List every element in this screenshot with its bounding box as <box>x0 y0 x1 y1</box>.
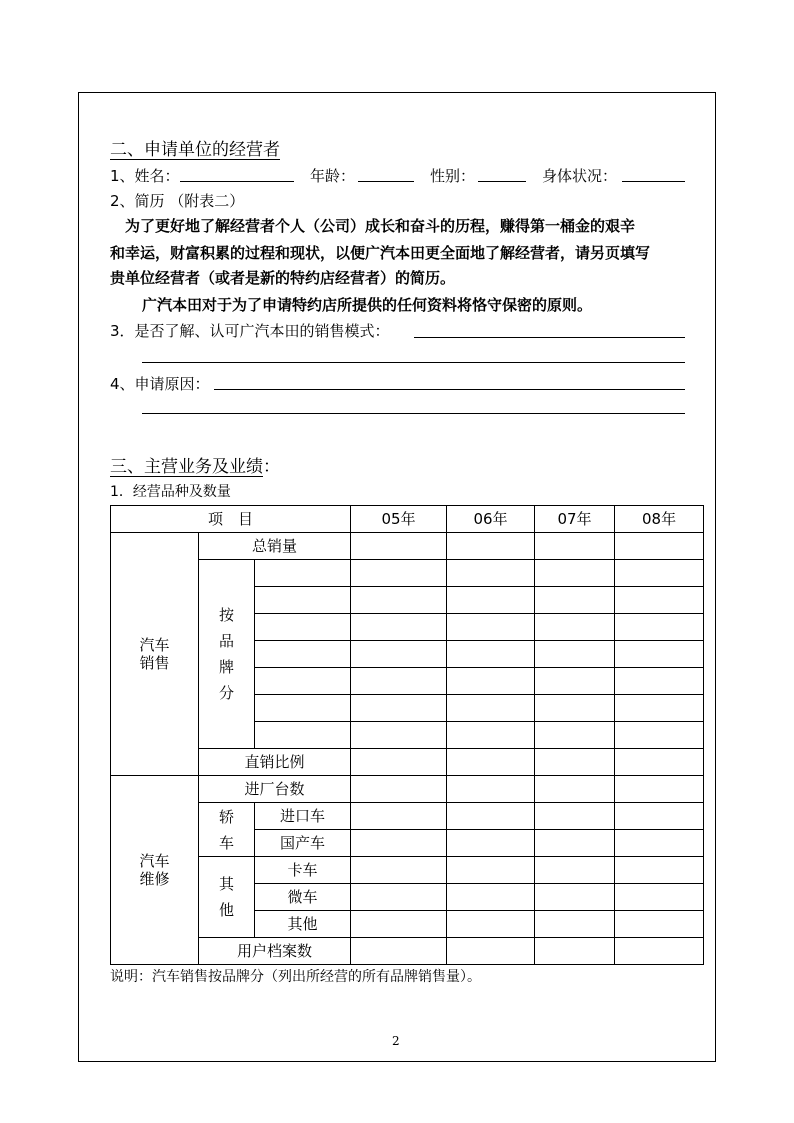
cell[interactable] <box>447 722 535 749</box>
cell[interactable] <box>447 803 535 830</box>
cell[interactable] <box>615 776 704 803</box>
cell[interactable] <box>615 911 704 938</box>
cell[interactable] <box>351 560 447 587</box>
sedan-char-2: 车 <box>218 833 234 852</box>
age-label: 年龄： <box>310 167 356 185</box>
intake-count-label: 进厂台数 <box>199 776 351 803</box>
cell[interactable] <box>535 776 615 803</box>
sales-model-field[interactable] <box>414 337 685 338</box>
cell[interactable] <box>447 695 535 722</box>
direct-sales-ratio-label: 直销比例 <box>199 749 351 776</box>
car-repair-label-1: 汽车 <box>139 852 170 870</box>
cell[interactable] <box>351 938 447 965</box>
cell[interactable] <box>447 641 535 668</box>
table-row-user-files <box>111 938 704 965</box>
car-sales-label-1: 汽车 <box>139 636 170 654</box>
cell[interactable] <box>535 830 615 857</box>
cell[interactable] <box>447 884 535 911</box>
table-row-intake <box>111 776 704 803</box>
brand-name-cell[interactable] <box>255 722 351 749</box>
table-row-truck <box>111 857 704 884</box>
gender-field[interactable] <box>478 181 526 182</box>
cell[interactable] <box>615 803 704 830</box>
cell[interactable] <box>615 668 704 695</box>
others-label: 其他 <box>255 911 351 938</box>
cell[interactable] <box>447 938 535 965</box>
cell[interactable] <box>351 695 447 722</box>
cell[interactable] <box>615 695 704 722</box>
cell[interactable] <box>447 560 535 587</box>
resume-paragraph-line-2: 和幸运，财富积累的过程和现状，以便广汽本田更全面地了解经营者，请另页填写 <box>110 244 651 262</box>
cell[interactable] <box>535 533 615 560</box>
total-sales-label: 总销量 <box>199 533 351 560</box>
section-2-title: 二、申请单位的经营者 <box>110 140 280 160</box>
imported-car-label: 进口车 <box>255 803 351 830</box>
by-brand-char-2: 品 <box>218 632 234 650</box>
resume-paragraph-line-1: 为了更好地了解经营者个人（公司）成长和奋斗的历程，赚得第一桶金的艰辛 <box>125 217 636 235</box>
page-number: 2 <box>392 1034 400 1048</box>
cell[interactable] <box>535 884 615 911</box>
sedan-label <box>199 803 255 857</box>
cell[interactable] <box>615 587 704 614</box>
sedan-char-1: 轿 <box>218 807 234 826</box>
cell[interactable] <box>447 830 535 857</box>
by-brand-char-3: 牌 <box>218 658 234 676</box>
cell[interactable] <box>615 614 704 641</box>
car-repair-label-2: 维修 <box>139 870 170 888</box>
cell[interactable] <box>535 587 615 614</box>
cell[interactable] <box>615 722 704 749</box>
age-field[interactable] <box>358 181 414 182</box>
cell[interactable] <box>535 749 615 776</box>
brand-name-cell[interactable] <box>255 560 351 587</box>
cell[interactable] <box>535 722 615 749</box>
cell[interactable] <box>615 938 704 965</box>
cell[interactable] <box>535 911 615 938</box>
cell[interactable] <box>615 857 704 884</box>
sales-model-field-line-2[interactable] <box>142 362 685 363</box>
by-brand-char-1: 按 <box>218 606 234 624</box>
header-year-07: 07年 <box>535 506 615 533</box>
header-year-08: 08年 <box>615 506 704 533</box>
cell[interactable] <box>447 533 535 560</box>
cell[interactable] <box>351 911 447 938</box>
other-vehicles-label <box>199 857 255 938</box>
cell[interactable] <box>447 911 535 938</box>
cell[interactable] <box>615 830 704 857</box>
cell[interactable] <box>535 641 615 668</box>
cell[interactable] <box>351 614 447 641</box>
cell[interactable] <box>351 749 447 776</box>
table-row-direct-ratio <box>111 749 704 776</box>
cell[interactable] <box>535 668 615 695</box>
application-reason-field[interactable] <box>214 389 685 390</box>
by-brand-label <box>199 560 255 749</box>
brand-name-cell[interactable] <box>255 587 351 614</box>
other-char-1: 其 <box>218 875 234 893</box>
cell[interactable] <box>615 560 704 587</box>
name-label: 1、姓名： <box>110 167 180 185</box>
cell[interactable] <box>447 857 535 884</box>
resume-paragraph-line-3: 贵单位经营者（或者是新的特约店经营者）的简历。 <box>110 269 456 287</box>
brand-name-cell[interactable] <box>255 695 351 722</box>
section-3-colon: ： <box>263 457 280 477</box>
truck-label: 卡车 <box>255 857 351 884</box>
user-files-label: 用户档案数 <box>199 938 351 965</box>
health-label: 身体状况： <box>542 167 618 185</box>
table-note: 说明：汽车销售按品牌分（列出所经营的所有品牌销售量）。 <box>110 969 481 985</box>
cell[interactable] <box>351 803 447 830</box>
cell[interactable] <box>535 560 615 587</box>
cell[interactable] <box>447 587 535 614</box>
brand-name-cell[interactable] <box>255 641 351 668</box>
cell[interactable] <box>447 668 535 695</box>
header-year-06: 06年 <box>447 506 535 533</box>
table-row-brand-1 <box>111 560 704 587</box>
car-sales-label-2: 销售 <box>139 654 170 672</box>
cell[interactable] <box>351 884 447 911</box>
header-item: 项 目 <box>111 506 351 533</box>
cell[interactable] <box>535 803 615 830</box>
other-char-2: 他 <box>218 901 234 919</box>
cell[interactable] <box>351 668 447 695</box>
header-year-05: 05年 <box>351 506 447 533</box>
application-reason-field-line-2[interactable] <box>142 413 685 414</box>
health-field[interactable] <box>622 181 685 182</box>
brand-name-cell[interactable] <box>255 668 351 695</box>
cell[interactable] <box>351 587 447 614</box>
table-header-row <box>111 506 704 533</box>
table-row-total-sales <box>111 533 704 560</box>
cell[interactable] <box>447 776 535 803</box>
cell[interactable] <box>447 749 535 776</box>
cell[interactable] <box>351 830 447 857</box>
business-types-subtitle: 1．经营品种及数量 <box>110 484 231 500</box>
cell[interactable] <box>535 695 615 722</box>
car-sales-group-label <box>111 533 199 776</box>
cell[interactable] <box>351 857 447 884</box>
cell[interactable] <box>535 614 615 641</box>
cell[interactable] <box>351 776 447 803</box>
cell[interactable] <box>351 533 447 560</box>
cell[interactable] <box>615 641 704 668</box>
minicar-label: 微车 <box>255 884 351 911</box>
gender-label: 性别： <box>430 167 476 185</box>
section-3-title: 三、主营业务及业绩 <box>110 457 263 477</box>
confidentiality-statement: 广汽本田对于为了申请特约店所提供的任何资料将恪守保密的原则。 <box>142 296 593 314</box>
domestic-car-label: 国产车 <box>255 830 351 857</box>
sales-model-label: 3．是否了解、认可广汽本田的销售模式： <box>110 322 390 340</box>
brand-name-cell[interactable] <box>255 614 351 641</box>
by-brand-char-4: 分 <box>218 684 234 702</box>
table-row-imported <box>111 803 704 830</box>
cell[interactable] <box>615 884 704 911</box>
cell[interactable] <box>535 857 615 884</box>
cell[interactable] <box>351 641 447 668</box>
resume-label: 2、简历 （附表二） <box>110 192 245 210</box>
name-field[interactable] <box>180 181 294 182</box>
car-repair-group-label <box>111 776 199 965</box>
section-3-heading <box>110 452 280 477</box>
cell[interactable] <box>351 722 447 749</box>
cell[interactable] <box>615 749 704 776</box>
application-reason-label: 4、申请原因： <box>110 375 210 393</box>
cell[interactable] <box>615 533 704 560</box>
cell[interactable] <box>535 938 615 965</box>
business-table <box>110 505 704 965</box>
cell[interactable] <box>447 614 535 641</box>
